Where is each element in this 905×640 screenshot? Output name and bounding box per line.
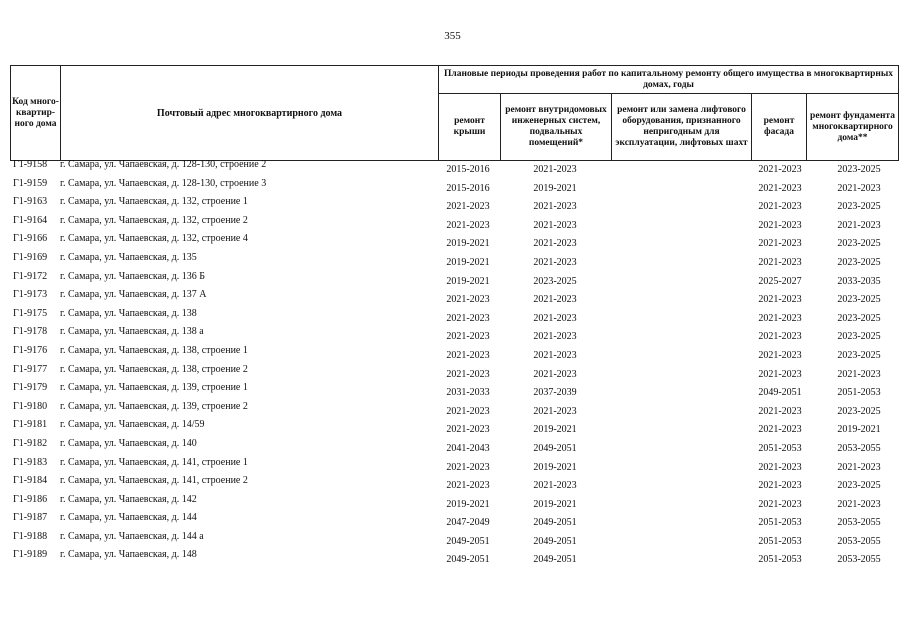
cell-foundation-text: 2051-2053 bbox=[837, 387, 881, 399]
cell-code: Г1-9169 bbox=[13, 251, 48, 263]
cell-engineering-text: 2021-2023 bbox=[533, 331, 577, 343]
cell-engineering-text: 2037-2039 bbox=[533, 387, 577, 399]
cell-code: Г1-9186 bbox=[13, 493, 48, 505]
cell-facade-text: 2051-2053 bbox=[758, 535, 802, 547]
cell-foundation-text: 2021-2023 bbox=[837, 219, 881, 231]
cell-roof-text: 2049-2051 bbox=[446, 535, 490, 547]
cell-address: г. Самара, ул. Чапаевская, д. 137 А bbox=[60, 289, 207, 301]
cell-code: Г1-9158 bbox=[13, 159, 48, 170]
table-row bbox=[10, 548, 898, 567]
header-lift: ремонт или замена лифтового оборудования, признанного непригодным для эксплуатации, лифтовых шахт bbox=[612, 94, 752, 161]
cell-foundation-text: 2053-2055 bbox=[837, 535, 881, 547]
table-row bbox=[10, 456, 898, 475]
cell-code: Г1-9177 bbox=[13, 363, 48, 375]
cell-address: г. Самара, ул. Чапаевская, д. 144 а bbox=[60, 530, 204, 542]
cell-engineering-text: 2021-2023 bbox=[533, 349, 577, 361]
cell-foundation-text: 2019-2021 bbox=[837, 424, 881, 436]
cell-facade-text: 2051-2053 bbox=[758, 442, 802, 454]
cell-foundation-text: 2053-2055 bbox=[837, 517, 881, 529]
cell-engineering-text: 2021-2023 bbox=[533, 480, 577, 492]
cell-facade-text: 2021-2023 bbox=[758, 405, 802, 417]
cell-foundation-text: 2023-2025 bbox=[837, 480, 881, 492]
table-row bbox=[10, 288, 898, 307]
cell-engineering-text: 2021-2023 bbox=[533, 164, 577, 175]
table-body bbox=[10, 158, 898, 567]
cell-roof-text: 2021-2023 bbox=[446, 331, 490, 343]
table-row bbox=[10, 363, 898, 382]
table-row bbox=[10, 400, 898, 419]
cell-facade-text: 2021-2023 bbox=[758, 312, 802, 324]
cell-code: Г1-9189 bbox=[13, 549, 48, 561]
cell-roof-text: 2019-2021 bbox=[446, 275, 490, 287]
cell-address: г. Самара, ул. Чапаевская, д. 135 bbox=[60, 251, 197, 263]
header-facade: ремонт фасада bbox=[752, 94, 807, 161]
cell-roof-text: 2021-2023 bbox=[446, 405, 490, 417]
cell-foundation-text: 2023-2025 bbox=[837, 256, 881, 268]
cell-facade-text: 2021-2023 bbox=[758, 238, 802, 250]
cell-roof-text: 2049-2051 bbox=[446, 554, 490, 566]
cell-foundation-text: 2023-2025 bbox=[837, 405, 881, 417]
cell-address: г. Самара, ул. Чапаевская, д. 132, строение 1 bbox=[60, 196, 248, 208]
cell-address: г. Самара, ул. Чапаевская, д. 138 bbox=[60, 307, 197, 319]
cell-code: Г1-9184 bbox=[13, 475, 48, 487]
table-row bbox=[10, 381, 898, 400]
cell-engineering-text: 2021-2023 bbox=[533, 312, 577, 324]
cell-code: Г1-9163 bbox=[13, 196, 48, 208]
table-row bbox=[10, 251, 898, 270]
table-row bbox=[10, 437, 898, 456]
cell-address: г. Самара, ул. Чапаевская, д. 132, строение 4 bbox=[60, 233, 248, 245]
cell-engineering-text: 2021-2023 bbox=[533, 219, 577, 231]
cell-code: Г1-9173 bbox=[13, 289, 48, 301]
cell-facade-text: 2021-2023 bbox=[758, 480, 802, 492]
table-row bbox=[10, 307, 898, 326]
cell-facade-text: 2021-2023 bbox=[758, 349, 802, 361]
table-row bbox=[10, 474, 898, 493]
cell-engineering-text: 2049-2051 bbox=[533, 554, 577, 566]
table-row bbox=[10, 214, 898, 233]
cell-address: г. Самара, ул. Чапаевская, д. 140 bbox=[60, 437, 197, 449]
header-periods-group: Плановые периоды проведения работ по капитальному ремонту общего имущества в многоквартирных домах, годы bbox=[439, 66, 899, 94]
cell-foundation-text: 2023-2025 bbox=[837, 164, 881, 175]
cell-roof-text: 2047-2049 bbox=[446, 517, 490, 529]
cell-address: г. Самара, ул. Чапаевская, д. 132, строение 2 bbox=[60, 214, 248, 226]
cell-foundation-text: 2021-2023 bbox=[837, 498, 881, 510]
cell-engineering-text: 2049-2051 bbox=[533, 517, 577, 529]
cell-facade-text: 2021-2023 bbox=[758, 331, 802, 343]
cell-address: г. Самара, ул. Чапаевская, д. 139, строение 2 bbox=[60, 400, 248, 412]
header-engineering: ремонт внутридомовых инженерных систем, подвальных помещений* bbox=[501, 94, 612, 161]
table-row bbox=[10, 344, 898, 363]
cell-code: Г1-9176 bbox=[13, 344, 48, 356]
cell-address: г. Самара, ул. Чапаевская, д. 141, строение 1 bbox=[60, 456, 248, 468]
cell-facade-text: 2051-2053 bbox=[758, 517, 802, 529]
cell-roof-text: 2015-2016 bbox=[446, 182, 490, 194]
cell-code: Г1-9180 bbox=[13, 400, 48, 412]
cell-facade-text: 2021-2023 bbox=[758, 201, 802, 213]
cell-roof-text: 2031-2033 bbox=[446, 387, 490, 399]
cell-engineering-text: 2023-2025 bbox=[533, 275, 577, 287]
cell-engineering-text: 2021-2023 bbox=[533, 201, 577, 213]
cell-engineering-text: 2049-2051 bbox=[533, 442, 577, 454]
cell-engineering-text: 2021-2023 bbox=[533, 405, 577, 417]
cell-foundation-text: 2021-2023 bbox=[837, 368, 881, 380]
cell-engineering-text: 2019-2021 bbox=[533, 498, 577, 510]
cell-facade-text: 2051-2053 bbox=[758, 554, 802, 566]
cell-roof-text: 2015-2016 bbox=[446, 164, 490, 175]
table-row bbox=[10, 493, 898, 512]
cell-roof-text: 2021-2023 bbox=[446, 294, 490, 306]
cell-roof-text: 2021-2023 bbox=[446, 312, 490, 324]
cell-engineering-text: 2021-2023 bbox=[533, 238, 577, 250]
cell-facade-text: 2021-2023 bbox=[758, 424, 802, 436]
cell-code: Г1-9172 bbox=[13, 270, 48, 282]
cell-roof-text: 2019-2021 bbox=[446, 238, 490, 250]
header-code: Код много-квартир-ного дома bbox=[11, 66, 61, 161]
table-row bbox=[10, 418, 898, 437]
cell-code: Г1-9175 bbox=[13, 307, 48, 319]
cell-engineering-text: 2021-2023 bbox=[533, 368, 577, 380]
cell-roof-text: 2041-2043 bbox=[446, 442, 490, 454]
cell-engineering-text: 2049-2051 bbox=[533, 535, 577, 547]
header-roof: ремонт крыши bbox=[439, 94, 501, 161]
cell-foundation-text: 2053-2055 bbox=[837, 442, 881, 454]
cell-address: г. Самара, ул. Чапаевская, д. 136 Б bbox=[60, 270, 205, 282]
cell-facade-text: 2021-2023 bbox=[758, 182, 802, 194]
cell-foundation-text: 2033-2035 bbox=[837, 275, 881, 287]
cell-address: г. Самара, ул. Чапаевская, д. 141, строение 2 bbox=[60, 475, 248, 487]
page-number: 355 bbox=[444, 30, 461, 42]
cell-code: Г1-9178 bbox=[13, 326, 48, 338]
cell-foundation-text: 2021-2023 bbox=[837, 461, 881, 473]
cell-code: Г1-9164 bbox=[13, 214, 48, 226]
cell-roof-text: 2021-2023 bbox=[446, 368, 490, 380]
cell-facade-text: 2049-2051 bbox=[758, 387, 802, 399]
cell-address: г. Самара, ул. Чапаевская, д. 138, строение 1 bbox=[60, 344, 248, 356]
cell-roof-text: 2021-2023 bbox=[446, 424, 490, 436]
cell-engineering-text: 2021-2023 bbox=[533, 294, 577, 306]
cell-code: Г1-9187 bbox=[13, 512, 48, 524]
cell-facade-text: 2021-2023 bbox=[758, 256, 802, 268]
table-row bbox=[10, 511, 898, 530]
cell-roof-text: 2021-2023 bbox=[446, 480, 490, 492]
cell-foundation-text: 2023-2025 bbox=[837, 331, 881, 343]
cell-facade-text: 2021-2023 bbox=[758, 164, 802, 175]
cell-roof-text: 2021-2023 bbox=[446, 349, 490, 361]
cell-foundation-text: 2023-2025 bbox=[837, 238, 881, 250]
table-row bbox=[10, 530, 898, 549]
cell-address: г. Самара, ул. Чапаевская, д. 138 а bbox=[60, 326, 204, 338]
cell-roof-text: 2021-2023 bbox=[446, 461, 490, 473]
table-row bbox=[10, 270, 898, 289]
header-foundation: ремонт фундамента многоквартирного дома** bbox=[807, 94, 899, 161]
cell-foundation-text: 2023-2025 bbox=[837, 312, 881, 324]
cell-facade-text: 2021-2023 bbox=[758, 461, 802, 473]
table-header bbox=[10, 65, 899, 161]
cell-address: г. Самара, ул. Чапаевская, д. 128-130, строение 2 bbox=[60, 159, 267, 170]
cell-roof-text: 2021-2023 bbox=[446, 219, 490, 231]
cell-engineering-text: 2019-2021 bbox=[533, 461, 577, 473]
table-row bbox=[10, 195, 898, 214]
cell-foundation-text: 2053-2055 bbox=[837, 554, 881, 566]
cell-address: г. Самара, ул. Чапаевская, д. 14/59 bbox=[60, 419, 205, 431]
cell-roof-text: 2021-2023 bbox=[446, 201, 490, 213]
cell-facade-text: 2021-2023 bbox=[758, 219, 802, 231]
cell-code: Г1-9188 bbox=[13, 530, 48, 542]
cell-code: Г1-9166 bbox=[13, 233, 48, 245]
cell-foundation-text: 2023-2025 bbox=[837, 349, 881, 361]
cell-code: Г1-9159 bbox=[13, 177, 48, 189]
cell-address: г. Самара, ул. Чапаевская, д. 148 bbox=[60, 549, 197, 561]
cell-facade-text: 2021-2023 bbox=[758, 498, 802, 510]
cell-address: г. Самара, ул. Чапаевская, д. 142 bbox=[60, 493, 197, 505]
cell-foundation-text: 2023-2025 bbox=[837, 294, 881, 306]
cell-code: Г1-9179 bbox=[13, 382, 48, 394]
header-address: Почтовый адрес многоквартирного дома bbox=[61, 66, 439, 161]
cell-code: Г1-9183 bbox=[13, 456, 48, 468]
cell-facade-text: 2021-2023 bbox=[758, 294, 802, 306]
cell-engineering-text: 2019-2021 bbox=[533, 182, 577, 194]
table-row bbox=[10, 177, 898, 196]
table-row bbox=[10, 325, 898, 344]
cell-roof-text: 2019-2021 bbox=[446, 498, 490, 510]
cell-address: г. Самара, ул. Чапаевская, д. 144 bbox=[60, 512, 197, 524]
cell-engineering-text: 2021-2023 bbox=[533, 256, 577, 268]
cell-facade-text: 2021-2023 bbox=[758, 368, 802, 380]
cell-roof-text: 2019-2021 bbox=[446, 256, 490, 268]
cell-engineering-text: 2019-2021 bbox=[533, 424, 577, 436]
cell-code: Г1-9182 bbox=[13, 437, 48, 449]
table-row bbox=[10, 158, 898, 177]
cell-foundation-text: 2023-2025 bbox=[837, 201, 881, 213]
cell-address: г. Самара, ул. Чапаевская, д. 138, строение 2 bbox=[60, 363, 248, 375]
cell-address: г. Самара, ул. Чапаевская, д. 128-130, строение 3 bbox=[60, 177, 267, 189]
cell-facade-text: 2025-2027 bbox=[758, 275, 802, 287]
cell-foundation-text: 2021-2023 bbox=[837, 182, 881, 194]
cell-address: г. Самара, ул. Чапаевская, д. 139, строение 1 bbox=[60, 382, 248, 394]
cell-code: Г1-9181 bbox=[13, 419, 48, 431]
table-row bbox=[10, 232, 898, 251]
